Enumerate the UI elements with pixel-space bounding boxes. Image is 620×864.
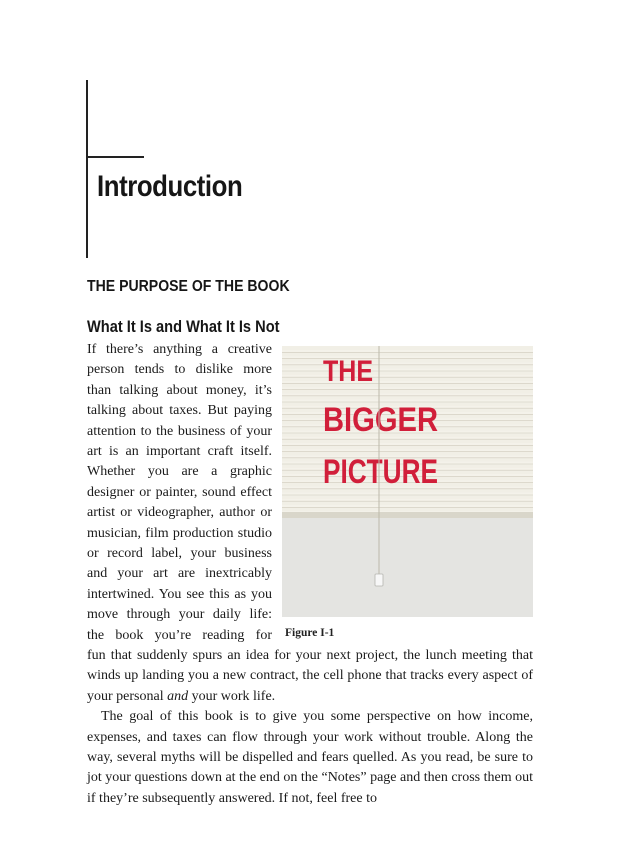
body-paragraph-1-part-2 [87, 646, 533, 707]
blind-slat [282, 387, 533, 389]
blind-slat [282, 375, 533, 377]
blind-slat [282, 499, 533, 501]
continuation-end: your work life. [188, 688, 276, 704]
figure-image [282, 346, 533, 617]
blind-slat [282, 493, 533, 495]
figure-word-bigger: BIGGER [323, 401, 438, 439]
body-text-narrow [87, 340, 272, 646]
continuation-text: fun that suddenly spurs an idea for your next project, the lunch meeting that winds up landing you a new contract, the cell phone that tracks every aspect of your personal [87, 648, 533, 704]
blind-slat [282, 505, 533, 507]
figure-word-picture: PICTURE [323, 453, 438, 491]
chapter-rule-horizontal [86, 156, 144, 158]
emphasis-and: and [167, 688, 189, 704]
body-text-wide [87, 646, 533, 809]
blind-slat [282, 362, 533, 364]
sub-heading: What It Is and What It Is Not [87, 317, 280, 336]
blind-slat [282, 369, 533, 371]
blind-slat [282, 393, 533, 395]
body-paragraph-2: The goal of this book is to give you some perspective on how income, expenses, and taxes can flow through your work without trouble. Along the way, several myths will be dispelled and fears quelled. As you read, be sure to jot your questions down at the end on the “Notes” page and then cross them out if they’re subsequently answered. If not, feel free to [87, 709, 533, 806]
body-paragraph-1-part-1: If there’s anything a creative person tends to dislike more than talking about money, it’s talking about taxes. But paying attention to the business of your art is an important craft itself. Whether you are a graphic designer or painter, sound effect artist or videographer, author or musician, film production studio or record label, your business and your art are inextricably intertwined. You see this as you move through your daily life: the book you’re reading for [87, 342, 272, 643]
figure-word-the: THE [323, 355, 373, 388]
bigger-picture-illustration [282, 346, 533, 617]
chapter-rule-vertical [86, 80, 88, 258]
blind-slat [282, 356, 533, 358]
blind-slat [282, 443, 533, 445]
chapter-title: Introduction [97, 170, 243, 203]
blind-slat [282, 350, 533, 352]
blind-slat [282, 381, 533, 383]
blind-slat [282, 449, 533, 451]
section-heading: THE PURPOSE OF THE BOOK [87, 278, 290, 295]
figure-caption: Figure I-1 [285, 627, 335, 639]
